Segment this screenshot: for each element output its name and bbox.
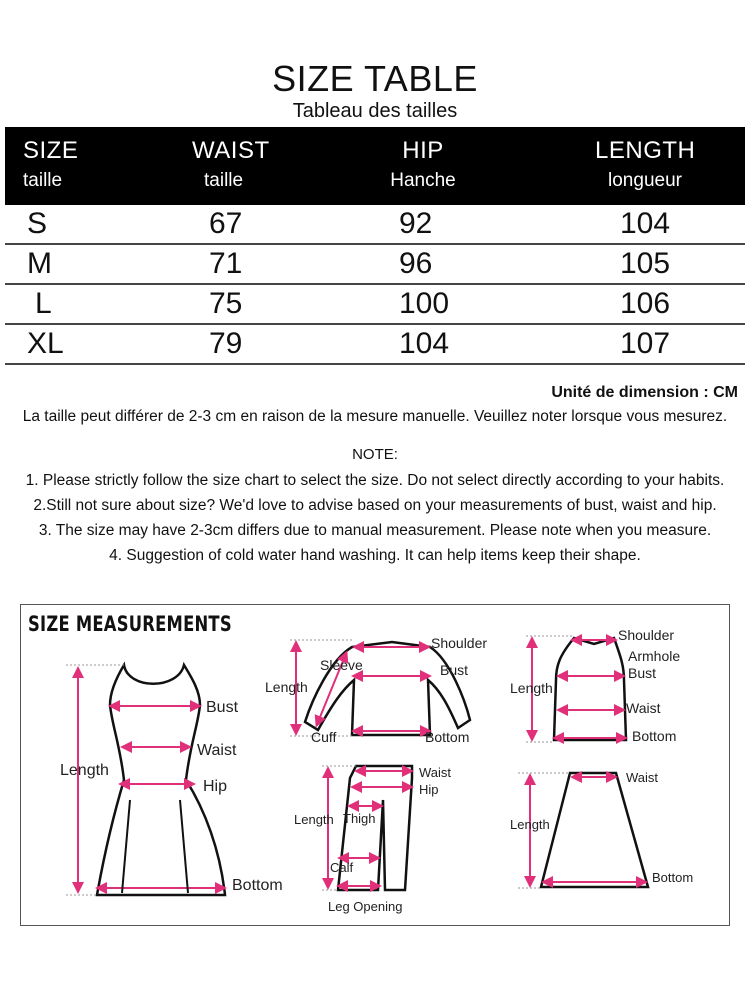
- dress-waist-label: Waist: [197, 742, 237, 759]
- vest-diagram: [510, 627, 680, 744]
- dress-diagram: [60, 665, 283, 895]
- cell-size: L: [35, 287, 52, 320]
- note-item: 1. Please strictly follow the size chart to select the size. Do not select directly according to your habits.: [25, 472, 725, 489]
- unit-label: Unité de dimension : CM: [551, 384, 738, 401]
- cell-length: 105: [620, 247, 671, 280]
- dress-hip-label: Hip: [203, 778, 228, 795]
- column-header-sublabel: Hanche: [390, 170, 456, 191]
- note-item: 2.Still not sure about size? We'd love to advise based on your measurements of bust, waist and hip.: [33, 497, 717, 514]
- cell-hip: 96: [399, 247, 433, 280]
- skirt-length-label: Length: [510, 817, 550, 832]
- top-diagram: [265, 635, 487, 745]
- top-shoulder-label: Shoulder: [431, 635, 488, 651]
- cell-size: S: [27, 207, 48, 240]
- top-cuff-label: Cuff: [311, 729, 337, 745]
- note-item: 4. Suggestion of cold water hand washing. It can help items keep their shape.: [109, 547, 641, 564]
- pants-leg-opening-label: Leg Opening: [328, 899, 403, 914]
- page-subtitle: Tableau des tailles: [292, 100, 458, 122]
- column-header-label: SIZE: [23, 137, 79, 164]
- cell-length: 106: [620, 287, 671, 320]
- pants-diagram: [294, 765, 451, 914]
- page-title: SIZE TABLE: [272, 58, 478, 99]
- dress-bust-label: Bust: [206, 699, 239, 716]
- cell-hip: 104: [399, 327, 450, 360]
- pants-thigh-label: Thigh: [343, 811, 376, 826]
- pants-waist-label: Waist: [419, 765, 452, 780]
- top-bottom-label: Bottom: [425, 729, 470, 745]
- cell-length: 107: [620, 327, 671, 360]
- column-header-sublabel: taille: [204, 170, 244, 191]
- column-header-sublabel: longueur: [608, 170, 682, 191]
- skirt-bottom-label: Bottom: [652, 870, 694, 885]
- pants-calf-label: Calf: [330, 860, 354, 875]
- cell-waist: 71: [209, 247, 243, 280]
- dress-length-label: Length: [60, 762, 109, 779]
- cell-waist: 75: [209, 287, 243, 320]
- column-header-label: HIP: [402, 137, 444, 164]
- pants-length-label: Length: [294, 812, 334, 827]
- skirt-waist-label: Waist: [626, 770, 659, 785]
- top-bust-label: Bust: [440, 662, 469, 678]
- column-header-sublabel: taille: [23, 170, 63, 191]
- vest-armhole-label: Armhole: [628, 648, 681, 664]
- cell-size: M: [27, 247, 52, 280]
- vest-length-label: Length: [510, 680, 553, 696]
- measurements-title: SIZE MEASUREMENTS: [28, 612, 232, 636]
- cell-size: XL: [27, 327, 64, 360]
- vest-bust-label: Bust: [628, 665, 657, 681]
- cell-length: 104: [620, 207, 671, 240]
- skirt-diagram: [510, 770, 693, 888]
- cell-waist: 79: [209, 327, 243, 360]
- column-header-label: WAIST: [192, 137, 270, 164]
- cell-hip: 92: [399, 207, 433, 240]
- pants-hip-label: Hip: [419, 782, 439, 797]
- notes-heading: NOTE:: [352, 446, 398, 463]
- vest-waist-label: Waist: [626, 700, 661, 716]
- top-length-label: Length: [265, 679, 308, 695]
- dress-bottom-label: Bottom: [232, 877, 283, 894]
- vest-shoulder-label: Shoulder: [618, 627, 675, 643]
- cell-waist: 67: [209, 207, 243, 240]
- french-disclaimer: La taille peut différer de 2-3 cm en raison de la mesure manuelle. Veuillez noter lorsque vous mesurez.: [22, 408, 728, 425]
- column-header-label: LENGTH: [595, 137, 696, 164]
- note-item: 3. The size may have 2-3cm differs due to manual measurement. Please note when you measure.: [38, 522, 712, 539]
- top-sleeve-label: Sleeve: [320, 657, 363, 673]
- cell-hip: 100: [399, 287, 450, 320]
- vest-bottom-label: Bottom: [632, 728, 677, 744]
